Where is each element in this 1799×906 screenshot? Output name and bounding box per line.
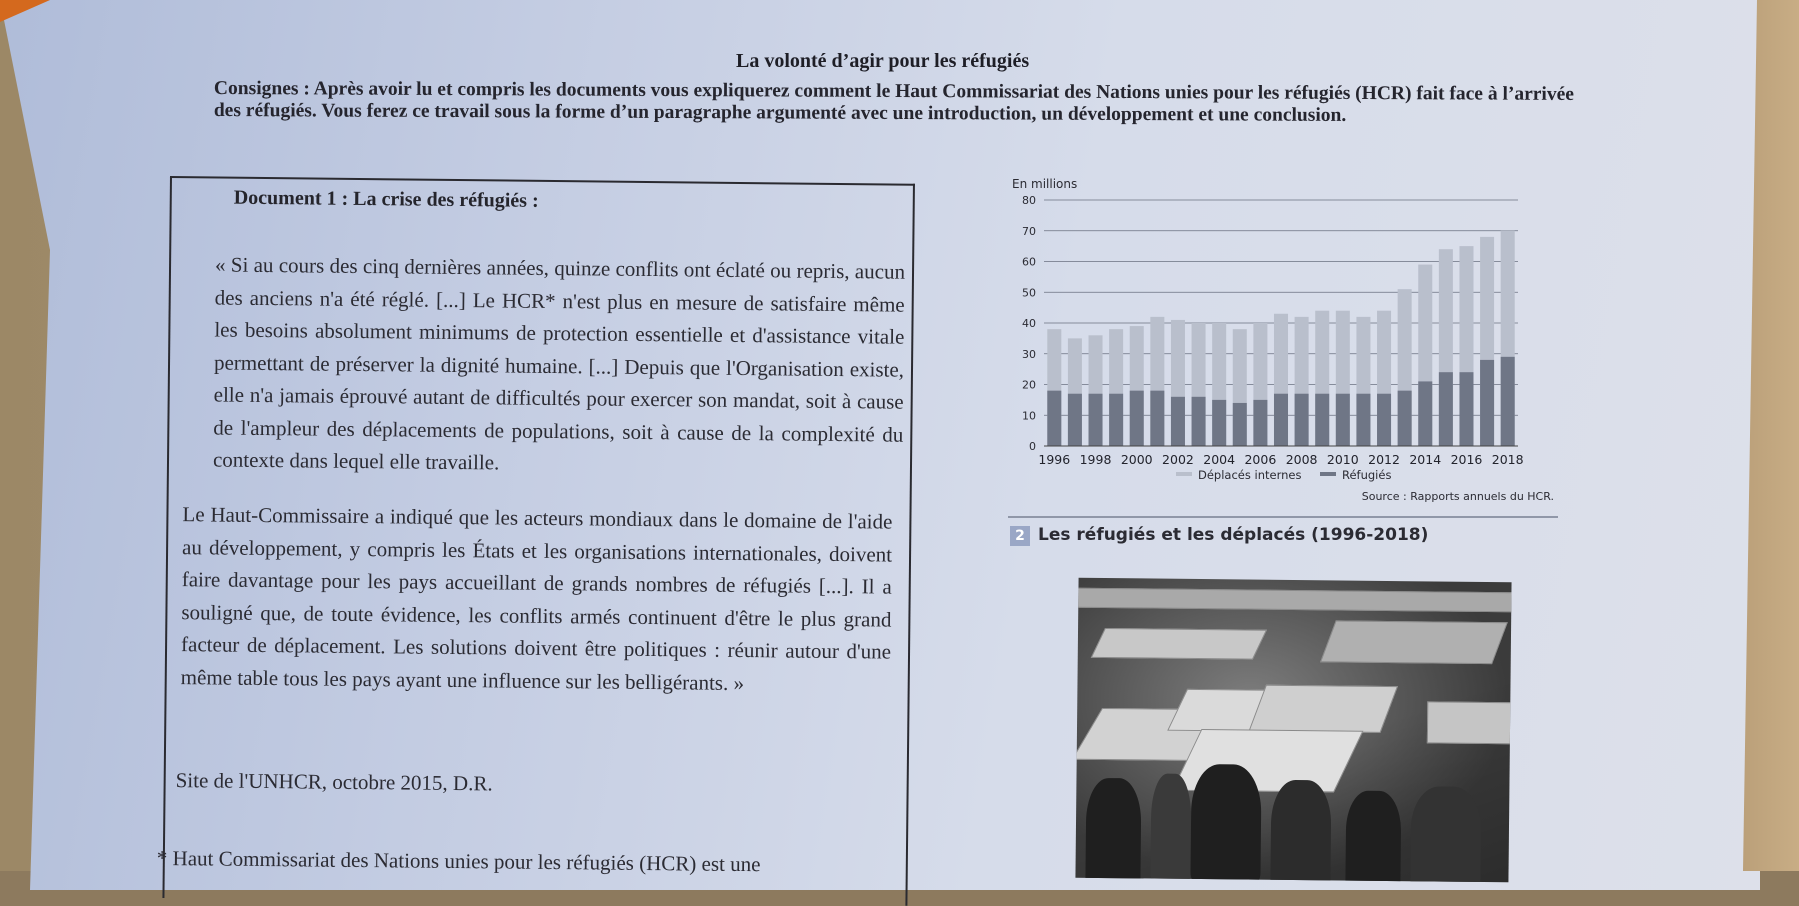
chart-ytick-label: 0 xyxy=(1029,440,1036,453)
document1-box xyxy=(156,176,915,906)
document1-paragraph-2: Le Haut-Commissaire a indiqué que les acteurs mondiaux dans le domaine de l'aide au développement, y compris les États et les organisations internationales, doivent faire davantage pour les pays accueillant de grands nombres de réfugiés [...]. Il a souligné que, de toute évidence, les conflits armés continuent d'être le plus grand facteur de déplacement. Les solutions doivent être politiques : réunir autour d'une même table tous les pays ayant une influence sur les belligérants. » xyxy=(180,502,893,695)
document1-source: Site de l'UNHCR, octobre 2015, D.R. xyxy=(175,768,493,796)
document1-heading: Document 1 : La crise des réfugiés : xyxy=(233,186,539,212)
chart-bar-refugies xyxy=(1150,391,1164,446)
chart-bar-refugies xyxy=(1130,391,1144,446)
chart-bar-refugies xyxy=(1047,391,1061,446)
refugees-chart xyxy=(1008,176,1558,518)
chart-bar-refugies xyxy=(1295,394,1309,446)
chart-bar-refugies xyxy=(1068,394,1082,446)
chart-bar-refugies xyxy=(1356,394,1370,446)
chart-xtick-label: 2012 xyxy=(1368,452,1400,467)
chart-bar-refugies xyxy=(1233,403,1247,446)
chart-bar-refugies xyxy=(1274,394,1288,446)
photo-tent-roof xyxy=(1075,588,1511,613)
chart-bar-refugies xyxy=(1418,381,1432,446)
chart-bar-refugies xyxy=(1336,394,1350,446)
photo-person xyxy=(1345,791,1401,883)
chart-xtick-label: 2018 xyxy=(1491,452,1524,467)
chart-caption xyxy=(1010,525,1428,546)
chart-bar-refugies xyxy=(1377,394,1391,446)
chart-ytick-label: 60 xyxy=(1022,255,1036,269)
chart-ytick-label: 10 xyxy=(1022,409,1036,423)
chart-legend-refugies: Réfugiés xyxy=(1342,468,1392,482)
instructions: Consignes : Après avoir lu et compris les documents vous expliquerez comment le Haut Commissariat des Nations unies pour les réfugiés (HCR) fait face à l’arrivée des réfugiés. Vous ferez ce travail sous la forme d’un paragraphe argumenté avec une introduction, un développement et une conclusion. xyxy=(213,78,1574,126)
chart-bar-refugies xyxy=(1459,372,1473,446)
chart-caption-text: Les réfugiés et les déplacés (1996-2018) xyxy=(1038,525,1429,545)
chart-xtick-label: 2008 xyxy=(1285,452,1318,467)
page-title: La volonté d’agir pour les réfugiés xyxy=(736,50,1030,72)
photo-person xyxy=(1190,764,1261,882)
chart-bar-refugies xyxy=(1192,397,1206,446)
photo-tent-roof xyxy=(1320,620,1508,664)
chart-bar-refugies xyxy=(1398,391,1412,446)
chart-xtick-label: 2014 xyxy=(1409,452,1442,467)
photo-person xyxy=(1150,774,1191,883)
photo-person xyxy=(1270,780,1331,882)
chart-legend-deplaces: Déplacés internes xyxy=(1198,468,1302,482)
chart-bar-refugies xyxy=(1171,397,1185,446)
chart-bar-refugies xyxy=(1501,357,1515,446)
chart-ytick-label: 80 xyxy=(1022,194,1036,207)
chart-bar-refugies xyxy=(1439,372,1453,446)
photo-tent-roof xyxy=(1091,628,1267,660)
chart-bar-refugies xyxy=(1315,394,1329,446)
photo-person xyxy=(1410,786,1481,882)
chart-ylabel: En millions xyxy=(1012,177,1078,191)
chart-ytick-label: 40 xyxy=(1022,317,1036,330)
chart-ytick-label: 50 xyxy=(1022,286,1036,300)
chart-xtick-label: 2016 xyxy=(1450,452,1483,467)
photo-person xyxy=(1085,778,1141,882)
chart-number-badge: 2 xyxy=(1010,526,1030,546)
document1-footnote: * Haut Commissariat des Nations unies pour les réfugiés (HCR) est une xyxy=(156,845,761,877)
chart-xtick-label: 1996 xyxy=(1038,452,1071,467)
document1-paragraph-1: « Si au cours des cinq dernières années, quinze conflits ont éclaté ou repris, aucun des anciens n'a été réglé. [...] Le HCR* n'est plus en mesure de satisfaire même les besoins absolument minimums de protection essentielle et d'assistance vitale permettant de préserver la dignité humaine. [...] Depuis que l'Organisation existe, elle n'a jamais éprouvé autant de difficultés pour exercer son mandat, soit à cause de l'ampleur des déplacements de populations, soit à cause de la complexité du contexte dans lequel elle travaille. xyxy=(212,252,906,475)
chart-ytick-label: 70 xyxy=(1022,224,1036,238)
chart-xtick-label: 1998 xyxy=(1079,452,1112,467)
chart-ytick-label: 30 xyxy=(1022,347,1036,361)
chart-source: Source : Rapports annuels du HCR. xyxy=(1361,490,1554,503)
chart-svg xyxy=(1008,176,1558,516)
photo-tent-roof xyxy=(1248,685,1398,733)
chart-bar-refugies xyxy=(1109,394,1123,446)
chart-xtick-label: 2004 xyxy=(1203,452,1236,467)
chart-bar-refugies xyxy=(1212,400,1226,446)
chart-bar-refugies xyxy=(1253,400,1267,446)
chart-legend-swatch-refugies xyxy=(1320,472,1336,476)
refugee-camp-photo xyxy=(1075,578,1511,883)
chart-legend-swatch-deplaces xyxy=(1176,472,1192,476)
chart-xtick-label: 2002 xyxy=(1162,452,1194,467)
chart-ytick-label: 20 xyxy=(1022,378,1036,392)
chart-xtick-label: 2000 xyxy=(1120,452,1153,467)
chart-bar-refugies xyxy=(1089,394,1103,446)
photo-tent-roof xyxy=(1427,701,1512,744)
chart-xtick-label: 2006 xyxy=(1244,452,1277,467)
chart-bar-refugies xyxy=(1480,360,1494,446)
chart-xtick-label: 2010 xyxy=(1326,452,1359,467)
